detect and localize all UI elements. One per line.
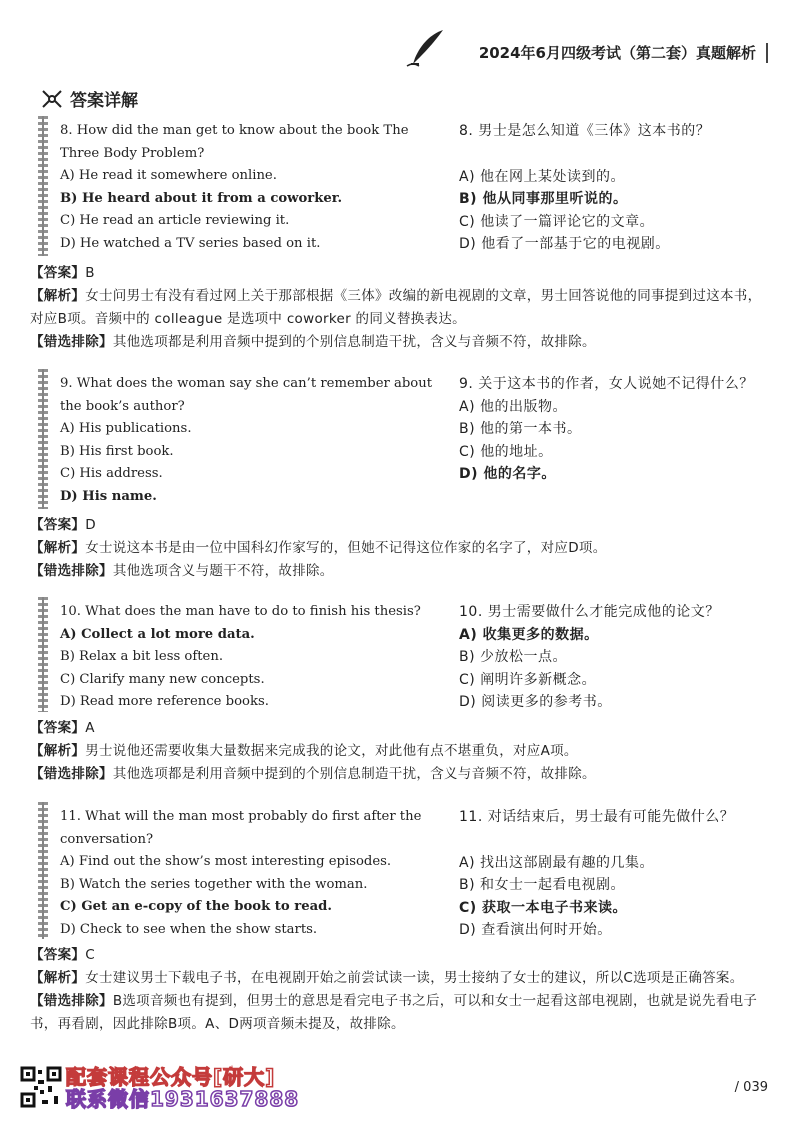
en-question-text: 10. What does the man have to do to finish his thesis?	[60, 604, 421, 619]
en-option-b: B) His first book.	[60, 443, 174, 459]
qr-code-icon	[20, 1066, 62, 1108]
question-block-8	[38, 120, 778, 260]
molecule-icon	[40, 88, 64, 110]
zh-question	[459, 120, 789, 256]
en-question	[60, 601, 440, 714]
analysis-text: 男士说他还需要收集大量数据来完成我的论文，对此他有点不堪重负，对应A项。	[85, 743, 578, 759]
exclude-label: 【错选排除】	[30, 334, 113, 350]
zh-option-a: A) 他的出版物。	[459, 398, 567, 415]
en-option-a: A) He read it somewhere online.	[60, 168, 277, 183]
question-stripe	[38, 369, 48, 509]
analysis-text: 女士建议男士下载电子书，在电视剧开始之前尝试读一读，男士接纳了女士的建议，所以C选项是正确答案。	[85, 970, 744, 986]
section-title: 答案详解	[70, 91, 138, 111]
en-option-a: A) Find out the show’s most interesting episodes.	[60, 854, 392, 869]
zh-option-d: D) 他看了一部基于它的电视剧。	[459, 236, 670, 252]
page-header	[479, 42, 768, 63]
answer-label: 【答案】	[30, 517, 86, 533]
question-block-10	[38, 601, 778, 716]
exclude-text: 其他选项含义与题干不符，故排除。	[112, 563, 334, 579]
en-option-b: B) Relax a bit less often.	[60, 649, 224, 664]
exclude-text: 其他选项都是利用音频中提到的个别信息制造干扰，含义与音频不符，故排除。	[112, 334, 596, 350]
promo-line-1: 配套课程公众号[研大]	[66, 1065, 276, 1089]
zh-option-c: C) 获取一本电子书来读。	[459, 899, 628, 916]
page-number: / 039	[734, 1080, 768, 1095]
en-option-d: D) He watched a TV series based on it.	[60, 235, 321, 251]
answer-value: B	[85, 265, 95, 281]
question-stripe	[38, 116, 48, 256]
answer-label: 【答案】	[30, 720, 86, 736]
answer-label: 【答案】	[30, 265, 86, 281]
analysis-label: 【解析】	[30, 743, 86, 759]
zh-option-d: D) 他的名字。	[459, 466, 556, 482]
analysis-label: 【解析】	[30, 540, 86, 556]
zh-question	[459, 601, 789, 714]
en-question	[60, 806, 440, 941]
zh-option-c: C) 他的地址。	[459, 443, 553, 460]
question-stripe	[38, 802, 48, 939]
exclude-text: B选项音频也有提到，但男士的意思是看完电子书之后，可以和女士一起看这部电视剧，也就是说先看电子书，再看剧，因此排除B项。A、D两项音频未提及，故排除。	[30, 993, 758, 1032]
zh-option-c: C) 阐明许多新概念。	[459, 671, 597, 688]
answer-block-10	[30, 717, 775, 786]
zh-question	[459, 806, 789, 942]
question-stripe	[38, 597, 48, 712]
zh-option-a: A) 找出这部剧最有趣的几集。	[459, 854, 654, 871]
en-question-text: 8. How did the man get to know about the book The Three Body Problem?	[60, 123, 409, 161]
header-title: 2024年6月四级考试（第二套）真题解析	[478, 44, 756, 62]
question-block-9	[38, 373, 778, 513]
en-option-d: D) Check to see when the show starts.	[60, 921, 318, 937]
en-question	[60, 120, 440, 255]
zh-question-text: 11. 对话结束后，男士最有可能先做什么？	[459, 809, 735, 825]
en-option-c: C) He read an article reviewing it.	[60, 213, 290, 228]
zh-option-b: B) 少放松一点。	[459, 649, 568, 665]
exclude-label: 【错选排除】	[30, 993, 113, 1009]
question-block-11	[38, 806, 778, 943]
en-option-a: A) His publications.	[60, 421, 192, 436]
en-question	[60, 373, 440, 508]
en-option-c: C) His address.	[60, 466, 163, 481]
analysis-label: 【解析】	[30, 970, 86, 986]
en-question-text: 11. What will the man most probably do first after the conversation?	[60, 809, 422, 847]
zh-option-d: D) 查看演出何时开始。	[459, 922, 612, 938]
answer-block-8	[30, 262, 775, 354]
zh-option-d: D) 阅读更多的参考书。	[459, 694, 612, 710]
section-heading	[40, 86, 138, 111]
en-option-d: D) His name.	[60, 488, 157, 504]
quill-pen-icon	[405, 28, 447, 68]
zh-question	[459, 373, 789, 486]
answer-block-9	[30, 514, 775, 583]
en-option-b: B) He heard about it from a coworker.	[60, 190, 343, 206]
zh-option-b: B) 和女士一起看电视剧。	[459, 877, 626, 893]
exclude-label: 【错选排除】	[30, 766, 113, 782]
exclude-label: 【错选排除】	[30, 563, 113, 579]
header-divider	[766, 43, 768, 63]
zh-question-text: 9. 关于这本书的作者，女人说她不记得什么？	[459, 376, 754, 392]
zh-option-a: A) 他在网上某处读到的。	[459, 168, 625, 185]
zh-question-text: 8. 男士是怎么知道《三体》这本书的？	[459, 123, 711, 139]
exclude-text: 其他选项都是利用音频中提到的个别信息制造干扰，含义与音频不符，故排除。	[112, 766, 596, 782]
zh-question-text: 10. 男士需要做什么才能完成他的论文？	[459, 604, 720, 620]
en-option-b: B) Watch the series together with the woman.	[60, 876, 368, 892]
promo-line-2: 联系微信1931637888	[66, 1087, 300, 1111]
answer-block-11	[30, 944, 775, 1036]
en-option-c: C) Get an e-copy of the book to read.	[60, 899, 332, 914]
en-question-text: 9. What does the woman say she can’t remember about the book’s author?	[60, 376, 433, 414]
answer-value: A	[85, 720, 95, 736]
analysis-text: 女士问男士有没有看过网上关于那部根据《三体》改编的新电视剧的文章，男士回答说他的同事提到过这本书，对应B项。音频中的 colleague 是选项中 coworker 的同义替换表达。	[30, 288, 762, 327]
answer-value: D	[85, 517, 96, 533]
analysis-label: 【解析】	[30, 288, 86, 304]
en-option-c: C) Clarify many new concepts.	[60, 671, 265, 687]
zh-option-b: B) 他的第一本书。	[459, 421, 582, 437]
zh-option-b: B) 他从同事那里听说的。	[459, 191, 628, 207]
analysis-text: 女士说这本书是由一位中国科幻作家写的，但她不记得这位作家的名字了，对应D项。	[85, 540, 607, 556]
zh-option-a: A) 收集更多的数据。	[459, 626, 599, 643]
answer-value: C	[85, 947, 95, 963]
promo-watermark	[66, 1066, 299, 1110]
zh-option-c: C) 他读了一篇评论它的文章。	[459, 213, 655, 230]
en-option-a: A) Collect a lot more data.	[60, 626, 255, 642]
answer-label: 【答案】	[30, 947, 86, 963]
en-option-d: D) Read more reference books.	[60, 694, 269, 709]
